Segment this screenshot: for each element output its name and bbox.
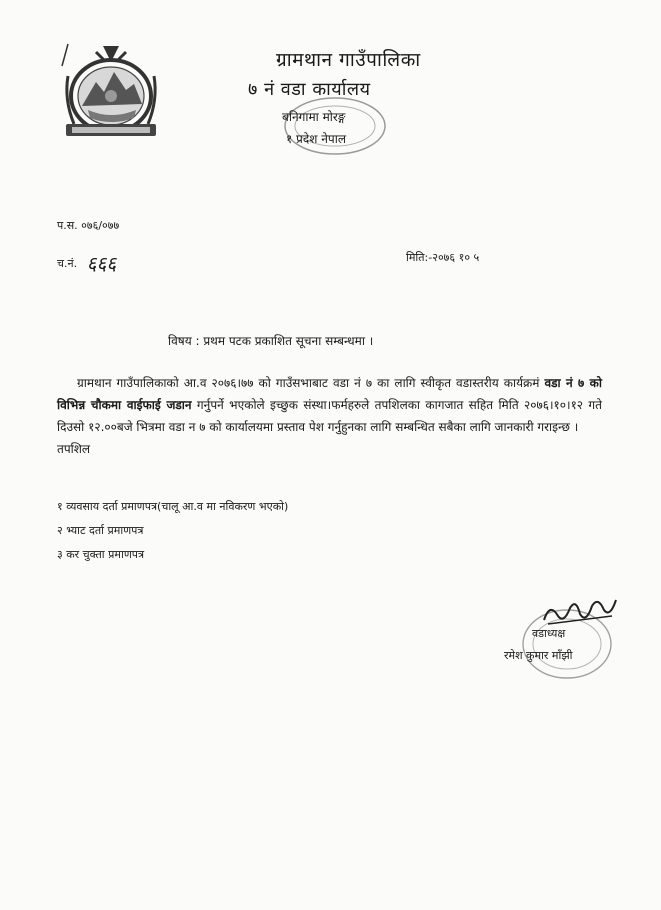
list-item: १ व्यवसाय दर्ता प्रमाणपत्र(चालू आ.व मा नविकरण भएको) xyxy=(57,500,289,513)
signatory-title: वडाध्यक्ष xyxy=(532,627,566,640)
letterhead-municipality: ग्रामथान गाउँपालिका xyxy=(276,49,421,71)
signatory-name: रमेश कुमार माँझी xyxy=(504,649,573,662)
tapsil-heading: तपशिल xyxy=(57,442,91,456)
dispatch-label: च.नं. xyxy=(57,257,78,270)
notice-body xyxy=(57,372,602,460)
subject-line: विषय : प्रथम पटक प्रकाशित सूचना सम्बन्धमा । xyxy=(168,334,374,348)
letterhead-ward-office: ७ नं वडा कार्यालय xyxy=(248,79,371,100)
signature-scribble-icon xyxy=(540,594,620,630)
body-text-bold: वडा नं ७ को विभिन्न चौकमा वाईफाई जडान xyxy=(57,376,602,412)
list-item: २ भ्याट दर्ता प्रमाणपत्र xyxy=(57,524,144,537)
nepal-emblem-icon xyxy=(58,40,164,142)
fiscal-year-ref: प.स. ०७६/०७७ xyxy=(57,219,120,232)
letterhead-province: १ प्रदेश नेपाल xyxy=(286,132,346,146)
office-stamp-icon xyxy=(280,92,390,160)
letter-date: मिति:-२०७६ १० ५ xyxy=(406,251,480,264)
body-text-1: ग्रामथान गाउँपालिकाको आ.व २०७६।७७ को गाउँसभाबाट वडा नं ७ का लागि स्वीकृत वडास्तरीय कार्यक्रमं xyxy=(77,376,545,390)
body-text-2: गर्नुपर्ने भएकोले इच्छुक संस्था।फर्महरुले तपशिलका कागजात सहित मिति २०७६।१०।१२ गते दिउसो १२.००बजे भित्रमा वडा न ७ को कार्यालयमा प्रस्ताव पेश गर्नुहुनका लागि सम्बन्धित सबैका लागि जानकारी गराइन्छ । xyxy=(57,398,602,434)
dispatch-number-handwritten: ६६६ xyxy=(86,253,117,275)
dispatch-number xyxy=(57,250,116,276)
list-item: ३ कर चुक्ता प्रमाणपत्र xyxy=(57,548,145,561)
letterhead-address: बनिगामा मोरङ्ग xyxy=(282,110,346,124)
document-list xyxy=(57,498,288,570)
